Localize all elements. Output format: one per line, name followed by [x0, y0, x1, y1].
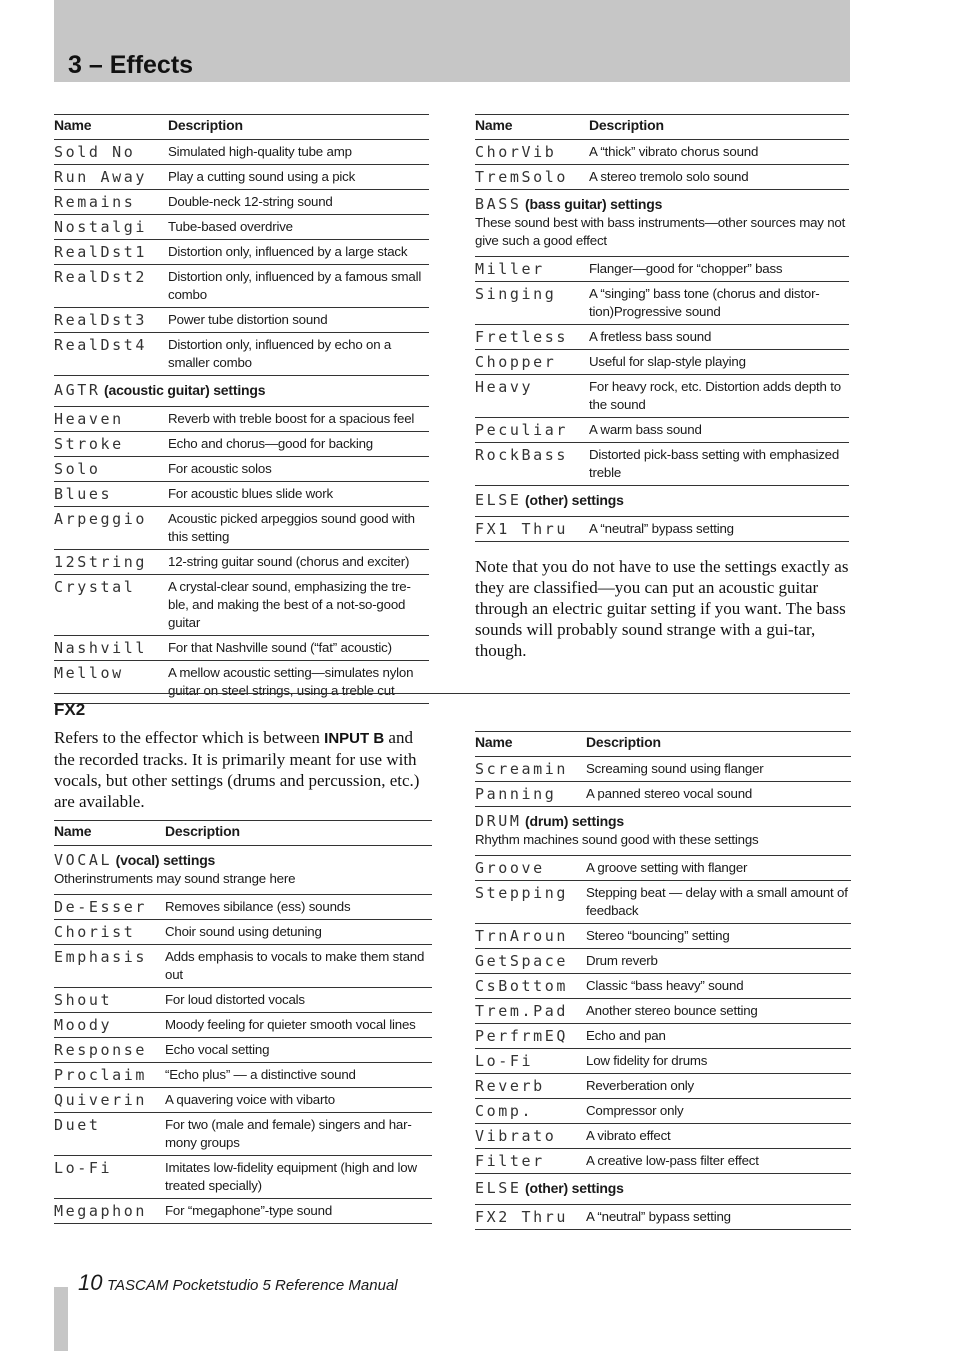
effect-row [54, 308, 429, 333]
effect-name: Groove [475, 856, 586, 881]
effect-name: Stroke [54, 432, 168, 457]
effect-row [54, 432, 429, 457]
effect-description: For loud distorted vocals [165, 988, 432, 1013]
effect-row [475, 757, 851, 782]
effect-name: Stepping [475, 881, 586, 924]
effect-name: Mellow [54, 661, 168, 704]
effect-row [54, 333, 429, 376]
effect-row [54, 1038, 432, 1063]
category-note: Rhythm machines sound good with these settings [475, 832, 759, 847]
category-heading-row [475, 807, 851, 856]
effect-name: Quiverin [54, 1088, 165, 1113]
effect-row [475, 375, 849, 418]
effect-name: ChorVib [475, 140, 589, 165]
effect-description: A crystal-clear sound, emphasizing the tre-ble, and making the best of a not-so-good guitar [168, 575, 429, 636]
effect-description: Power tube distortion sound [168, 308, 429, 333]
fx2-other-effects-table [475, 731, 851, 1230]
effect-row [475, 782, 851, 807]
effect-row [475, 1205, 851, 1230]
effect-name: Duet [54, 1113, 165, 1156]
effect-row [54, 1063, 432, 1088]
category-heading-cell [475, 190, 849, 257]
effect-name: Megaphon [54, 1199, 165, 1224]
effect-description: Acoustic picked arpeggios sound good with this setting [168, 507, 429, 550]
effect-description: Stepping beat — delay with a small amount of feedback [586, 881, 851, 924]
category-code: ELSE [475, 1179, 522, 1197]
effect-row [54, 190, 429, 215]
effect-row [54, 1113, 432, 1156]
effect-name: Run Away [54, 165, 168, 190]
effect-name: PerfrmEQ [475, 1024, 586, 1049]
effect-name: RealDst1 [54, 240, 168, 265]
effect-row [475, 257, 849, 282]
effect-row [54, 265, 429, 308]
effect-name: Screamin [475, 757, 586, 782]
effect-name: Heaven [54, 407, 168, 432]
category-heading-row [475, 486, 849, 517]
effect-description: A quavering voice with vibarto [165, 1088, 432, 1113]
effect-description: A fretless bass sound [589, 325, 849, 350]
effect-name: Nashvill [54, 636, 168, 661]
effect-description: For heavy rock, etc. Distortion adds depth to the sound [589, 375, 849, 418]
effect-description: A mellow acoustic setting—simulates nylon guitar on steel strings, using a treble cut [168, 661, 429, 704]
effect-description: Reverb with treble boost for a spacious feel [168, 407, 429, 432]
effect-description: A “neutral” bypass setting [589, 517, 849, 542]
effect-name: Arpeggio [54, 507, 168, 550]
category-code: AGTR [54, 381, 101, 399]
effect-name: Blues [54, 482, 168, 507]
effect-description: Removes sibilance (ess) sounds [165, 895, 432, 920]
guitar-effects-table-left [54, 114, 429, 704]
effect-row [475, 1099, 851, 1124]
effect-row [54, 240, 429, 265]
effect-name: Filter [475, 1149, 586, 1174]
effect-name: RockBass [475, 443, 589, 486]
category-label: (vocal) settings [115, 852, 216, 868]
effect-description: Choir sound using detuning [165, 920, 432, 945]
effect-description: For acoustic blues slide work [168, 482, 429, 507]
category-code: DRUM [475, 812, 522, 830]
effect-name: Panning [475, 782, 586, 807]
category-label: (other) settings [525, 492, 624, 508]
effect-name: Remains [54, 190, 168, 215]
effect-row [54, 988, 432, 1013]
column-header-name: Name [54, 821, 165, 846]
effect-name: TrnAroun [475, 924, 586, 949]
effect-row [54, 945, 432, 988]
effect-name: Heavy [475, 375, 589, 418]
effect-name: Lo-Fi [475, 1049, 586, 1074]
effect-row [54, 165, 429, 190]
manual-title: TASCAM Pocketstudio 5 Reference Manual [106, 1277, 398, 1294]
effect-name: FX1 Thru [475, 517, 589, 542]
chapter-title: 3 – Effects [68, 51, 194, 79]
effect-name: Crystal [54, 575, 168, 636]
category-note: Otherinstruments may sound strange here [54, 871, 296, 886]
category-code: BASS [475, 195, 522, 213]
usage-note-paragraph: Note that you do not have to use the settings exactly as they are classified—you can put an acoustic guitar through an electric guitar setting if you want. The bass sounds will probably sound strange with a gui-tar, though. [475, 557, 849, 660]
column-header-name: Name [475, 732, 586, 757]
column-header-name: Name [54, 115, 168, 140]
effect-row [54, 457, 429, 482]
effect-description: Screaming sound using flanger [586, 757, 851, 782]
effect-name: TremSolo [475, 165, 589, 190]
effect-description: Imitates low-fidelity equipment (high and low treated specially) [165, 1156, 432, 1199]
effect-name: Trem.Pad [475, 999, 586, 1024]
effect-row [475, 350, 849, 375]
fx2-intro-text-start: Refers to the effector which is between [54, 728, 325, 747]
effect-row [475, 418, 849, 443]
category-label: (acoustic guitar) settings [104, 382, 266, 398]
effect-row [475, 1124, 851, 1149]
effect-description: Drum reverb [586, 949, 851, 974]
effect-row [475, 1024, 851, 1049]
footer-accent-bar [54, 1287, 68, 1351]
category-heading-row [54, 846, 432, 895]
effect-description: Compressor only [586, 1099, 851, 1124]
category-heading-cell [475, 807, 851, 856]
category-label: (bass guitar) settings [525, 196, 663, 212]
effect-name: Moody [54, 1013, 165, 1038]
effect-row [475, 282, 849, 325]
page-number: 10 [78, 1270, 103, 1295]
effect-name: Proclaim [54, 1063, 165, 1088]
effect-row [54, 661, 429, 704]
effect-row [54, 575, 429, 636]
effect-row [54, 140, 429, 165]
effect-row [54, 215, 429, 240]
effect-name: RealDst3 [54, 308, 168, 333]
effect-description: A stereo tremolo solo sound [589, 165, 849, 190]
effect-row [54, 1156, 432, 1199]
effect-description: Adds emphasis to vocals to make them stand out [165, 945, 432, 988]
effect-row [475, 949, 851, 974]
input-b-label: INPUT B [324, 730, 385, 747]
effect-row [475, 517, 849, 542]
fx2-intro-paragraph [54, 727, 432, 812]
category-label: (other) settings [525, 1180, 624, 1196]
effect-description: Play a cutting sound using a pick [168, 165, 429, 190]
column-header-description: Description [586, 732, 851, 757]
effect-description: “Echo plus” — a distinctive sound [165, 1063, 432, 1088]
column-header-description: Description [589, 115, 849, 140]
category-note: These sound best with bass instruments—other sources may not give such a good effect [475, 215, 846, 248]
effect-row [475, 140, 849, 165]
effect-row [475, 924, 851, 949]
effect-name: RealDst4 [54, 333, 168, 376]
category-heading-row [54, 376, 429, 407]
effect-description: Reverberation only [586, 1074, 851, 1099]
effect-row [54, 550, 429, 575]
effect-name: Solo [54, 457, 168, 482]
effect-name: Chopper [475, 350, 589, 375]
effect-name: Shout [54, 988, 165, 1013]
effect-name: De-Esser [54, 895, 165, 920]
effect-row [475, 1149, 851, 1174]
effect-row [475, 443, 849, 486]
effect-description: Echo and chorus—good for backing [168, 432, 429, 457]
category-code: ELSE [475, 491, 522, 509]
effect-name: Emphasis [54, 945, 165, 988]
column-header-description: Description [168, 115, 429, 140]
effect-description: A groove setting with flanger [586, 856, 851, 881]
effect-name: Response [54, 1038, 165, 1063]
effect-description: Another stereo bounce setting [586, 999, 851, 1024]
effect-row [475, 999, 851, 1024]
category-heading-cell [475, 1174, 851, 1205]
effect-name: Vibrato [475, 1124, 586, 1149]
effect-description: A “thick” vibrato chorus sound [589, 140, 849, 165]
effect-description: Distortion only, influenced by a famous small combo [168, 265, 429, 308]
effect-description: Stereo “bouncing” setting [586, 924, 851, 949]
effect-description: For two (male and female) singers and har-mony groups [165, 1113, 432, 1156]
effect-name: Fretless [475, 325, 589, 350]
effect-description: Simulated high-quality tube amp [168, 140, 429, 165]
effect-description: Echo vocal setting [165, 1038, 432, 1063]
effect-row [475, 856, 851, 881]
fx2-vocal-column [54, 727, 432, 1224]
category-heading-row [475, 190, 849, 257]
fx2-intro-text-end: and the recorded tracks. It is primarily meant for use with vocals, but other settings (drums and percussion, etc.) are available. [54, 728, 420, 811]
effect-name: FX2 Thru [475, 1205, 586, 1230]
effect-description: Useful for slap-style playing [589, 350, 849, 375]
effect-row [54, 895, 432, 920]
effect-row [475, 1049, 851, 1074]
effect-description: For “megaphone”-type sound [165, 1199, 432, 1224]
effect-row [54, 920, 432, 945]
effect-row [475, 325, 849, 350]
category-label: (drum) settings [525, 813, 624, 829]
fx2-section-title: FX2 [54, 700, 86, 719]
effect-name: Nostalgi [54, 215, 168, 240]
effect-name: Singing [475, 282, 589, 325]
page-footer [78, 1270, 398, 1296]
effect-description: Flanger—good for “chopper” bass [589, 257, 849, 282]
effect-description: A warm bass sound [589, 418, 849, 443]
effect-name: 12String [54, 550, 168, 575]
category-heading-cell [475, 486, 849, 517]
effect-name: Reverb [475, 1074, 586, 1099]
chapter-header-bar [54, 0, 850, 82]
effect-name: Miller [475, 257, 589, 282]
effect-row [475, 165, 849, 190]
effect-name: Sold No [54, 140, 168, 165]
effect-description: Distortion only, influenced by a large stack [168, 240, 429, 265]
column-header-name: Name [475, 115, 589, 140]
effect-description: A panned stereo vocal sound [586, 782, 851, 807]
effect-row [54, 1013, 432, 1038]
effect-description: Echo and pan [586, 1024, 851, 1049]
effect-description: Low fidelity for drums [586, 1049, 851, 1074]
section-divider [54, 693, 850, 694]
effect-name: Chorist [54, 920, 165, 945]
effect-description: Distortion only, influenced by echo on a smaller combo [168, 333, 429, 376]
effect-description: Distorted pick-bass setting with emphasized treble [589, 443, 849, 486]
effect-row [54, 1088, 432, 1113]
category-code: VOCAL [54, 851, 113, 869]
effect-name: Peculiar [475, 418, 589, 443]
effect-description: Tube-based overdrive [168, 215, 429, 240]
effect-row [475, 881, 851, 924]
effect-row [54, 482, 429, 507]
effect-name: CsBottom [475, 974, 586, 999]
effect-row [54, 636, 429, 661]
effect-row [54, 507, 429, 550]
effect-description: Double-neck 12-string sound [168, 190, 429, 215]
effect-row [54, 1199, 432, 1224]
category-heading-cell [54, 846, 432, 895]
effect-name: RealDst2 [54, 265, 168, 308]
column-header-description: Description [165, 821, 432, 846]
effect-row [54, 407, 429, 432]
guitar-bass-effects-table-right [475, 114, 849, 661]
effect-name: GetSpace [475, 949, 586, 974]
effect-description: 12-string guitar sound (chorus and exciter) [168, 550, 429, 575]
effect-description: Moody feeling for quieter smooth vocal lines [165, 1013, 432, 1038]
effect-row [475, 1074, 851, 1099]
effect-description: A vibrato effect [586, 1124, 851, 1149]
category-heading-cell [54, 376, 429, 407]
effect-description: A “neutral” bypass setting [586, 1205, 851, 1230]
effect-name: Comp. [475, 1099, 586, 1124]
effect-description: A creative low-pass filter effect [586, 1149, 851, 1174]
effect-description: A “singing” bass tone (chorus and distor-tion)Progressive sound [589, 282, 849, 325]
category-heading-row [475, 1174, 851, 1205]
effect-description: For that Nashville sound (“fat” acoustic) [168, 636, 429, 661]
effect-description: Classic “bass heavy” sound [586, 974, 851, 999]
effect-description: For acoustic solos [168, 457, 429, 482]
effect-name: Lo-Fi [54, 1156, 165, 1199]
effect-row [475, 974, 851, 999]
